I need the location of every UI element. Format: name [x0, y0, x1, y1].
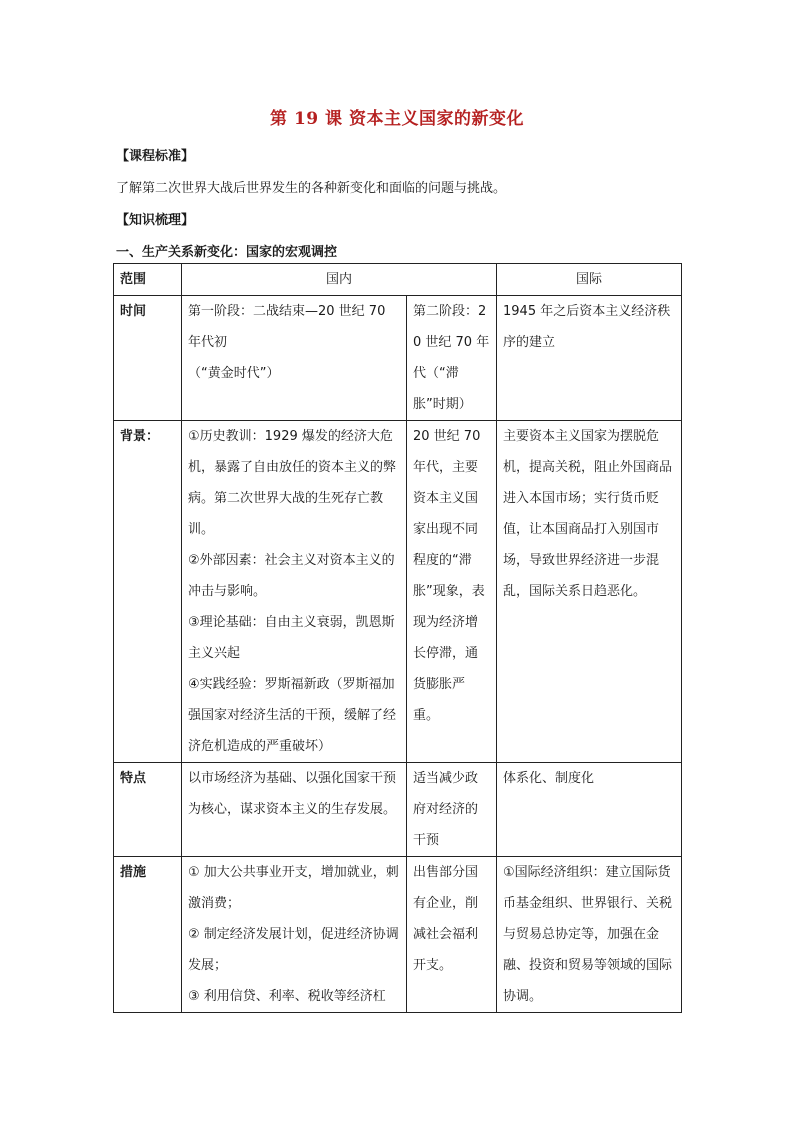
knowledge-heading: 【知识梳理】	[116, 213, 195, 228]
lesson-title: 第 19 课 资本主义国家的新变化	[270, 109, 524, 129]
measures-intl-cell: ①国际经济组织：建立国际货币基金组织、世界银行、关税与贸易总协定等，加强在金融、投资和贸易等领域的国际协调。	[497, 857, 682, 1013]
background-stage1-cell	[182, 421, 407, 763]
background-stage2-cell: 20 世纪 70 年代，主要资本主义国家出现不同程度的“滞胀”现象，表现为经济增长停滞，通货膨胀严重。	[407, 421, 497, 763]
table-row-features	[114, 763, 682, 857]
time-intl-cell: 1945 年之后资本主义经济秩序的建立	[497, 296, 682, 421]
measure-item: ② 制定经济发展计划，促进经济协调发展；	[188, 927, 399, 973]
measures-stage1-cell	[182, 857, 407, 1013]
background-item: ①历史教训：1929 爆发的经济大危机，暴露了自由放任的资本主义的弊病。第二次世界大战的生死存亡教训。	[188, 429, 397, 537]
time-stage1-note: （“黄金时代”）	[188, 366, 280, 381]
row-label-measures: 措施	[114, 857, 182, 1013]
section-title: 一、生产关系新变化：国家的宏观调控	[116, 245, 338, 260]
table-row-background	[114, 421, 682, 763]
features-stage2-cell: 适当减少政府对经济的干预	[407, 763, 497, 857]
features-intl-cell: 体系化、制度化	[497, 763, 682, 857]
time-stage1-cell	[182, 296, 407, 421]
table-row-time	[114, 296, 682, 421]
course-standard-heading: 【课程标准】	[116, 149, 195, 164]
background-item: ②外部因素：社会主义对资本主义的冲击与影响。	[188, 553, 395, 599]
measure-item: ③ 利用信贷、利率、税收等经济杠	[188, 989, 386, 1004]
features-stage1-cell: 以市场经济为基础、以强化国家干预为核心，谋求资本主义的生存发展。	[182, 763, 407, 857]
macro-control-table	[113, 263, 682, 1013]
table-header-row	[114, 264, 682, 296]
header-international: 国际	[497, 264, 682, 296]
row-label-features: 特点	[114, 763, 182, 857]
measure-item: ① 加大公共事业开支，增加就业，刺激消费；	[188, 865, 399, 911]
background-intl-cell: 主要资本主义国家为摆脱危机，提高关税，阻止外国商品进入本国市场；实行货币贬值，让本国商品打入别国市场，导致世界经济进一步混乱，国际关系日趋恶化。	[497, 421, 682, 763]
header-domestic: 国内	[182, 264, 497, 296]
background-item: ④实践经验：罗斯福新政（罗斯福加强国家对经济生活的干预，缓解了经济危机造成的严重破坏）	[188, 677, 397, 754]
row-label-time: 时间	[114, 296, 182, 421]
time-stage2-cell: 第二阶段：20 世纪 70 年代（“滞胀”时期）	[407, 296, 497, 421]
background-item: ③理论基础：自由主义衰弱，凯恩斯主义兴起	[188, 615, 395, 661]
measures-stage2-cell: 出售部分国有企业，削减社会福利开支。	[407, 857, 497, 1013]
time-stage1-text: 第一阶段：二战结束—20 世纪 70 年代初	[188, 304, 386, 350]
course-standard-text: 了解第二次世界大战后世界发生的各种新变化和面临的问题与挑战。	[116, 181, 507, 196]
table-row-measures	[114, 857, 682, 1013]
header-scope: 范围	[114, 264, 182, 296]
row-label-background: 背景：	[114, 421, 182, 763]
